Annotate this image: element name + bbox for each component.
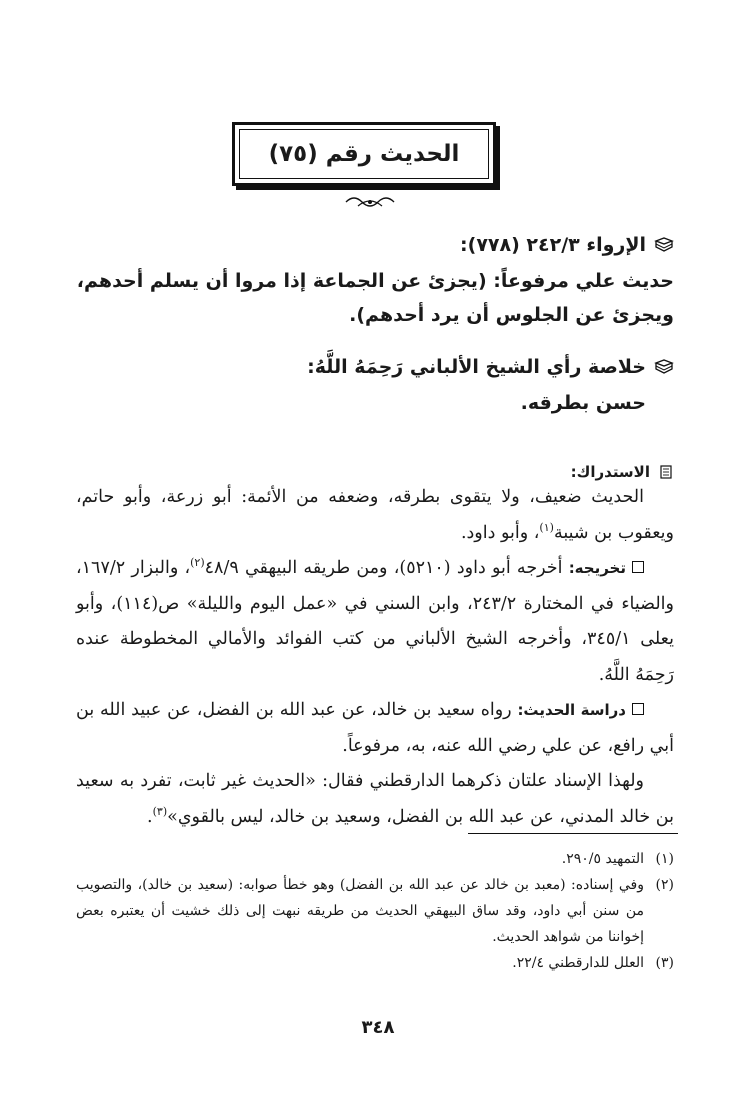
- illal-paragraph: [76, 764, 674, 835]
- footnote-number: (١): [655, 851, 674, 867]
- footnote-3: [76, 950, 674, 976]
- square-icon: [632, 703, 644, 715]
- dirasa-label: دراسة الحديث:: [517, 701, 626, 719]
- hadith-title-box: [232, 122, 496, 186]
- illal-end: .: [147, 806, 153, 827]
- ornament-icon: [344, 192, 396, 212]
- istidrak-p1-end: ، وأبو داود.: [460, 522, 540, 543]
- footnote-divider: [468, 833, 678, 834]
- footnote-ref-3: (٣): [152, 804, 168, 818]
- irwaa-line-1: حديث علي مرفوعاً: (يجزئ عن الجماعة إذا مروا أن يسلم أحدهم،: [76, 270, 674, 292]
- takhrij-label: تخريجه:: [568, 559, 626, 577]
- book-icon: [654, 359, 674, 375]
- takhrij-text-a: أخرجه أبو داود (٥٢١٠)، ومن طريقه البيهقي ٤٨/٩: [204, 558, 569, 578]
- footnote-text: التمهيد ٢٩٠/٥.: [561, 851, 644, 867]
- footnote-text: وفي إسناده: (معبد بن خالد عن عبد الله بن الفضل) وهو خطأ صوابه: (سعيد بن خالد)، والتصويب من سنن أبي داود، وقد ساق البيهقي الحديث من طريقه نبهت إلى ذلك خشيت أن يعتبره بعض إخواننا من شواهد الحديث.: [76, 877, 644, 945]
- hadith-title: الحديث رقم (٧٥): [268, 141, 460, 167]
- summary-heading-line: [76, 350, 674, 384]
- dirasa-text: رواه سعيد بن خالد، عن عبد الله بن الفضل، عن عبيد الله بن أبي رافع، عن علي رضي الله عنه، به، مرفوعاً.: [76, 700, 674, 756]
- footnotes: [76, 846, 674, 976]
- irwaa-line-2: ويجزئ عن الجلوس أن يرد أحدهم).: [349, 304, 674, 326]
- istidrak-heading: الاستدراك:: [570, 463, 650, 481]
- irwaa-heading-line: [76, 228, 674, 262]
- scroll-icon: [658, 464, 674, 480]
- summary-heading: خلاصة رأي الشيخ الألباني رَحِمَهُ اللَّهُ:: [307, 356, 646, 378]
- dirasa-paragraph: [76, 693, 674, 764]
- istidrak-body: [76, 480, 674, 835]
- square-icon: [632, 561, 644, 573]
- summary-text: حسن بطرقه.: [520, 392, 646, 414]
- takhrij-paragraph: [76, 551, 674, 693]
- takhrij-text-b: ، والبزار ١٦٧/٢، والضياء في المختارة ٢٤٣/٢، وابن السني في «عمل اليوم والليلة» ص(١١٤)، وأبو يعلى ٣٤٥/١، وأخرجه الشيخ الألباني من كتب الفوائد والأمالي المخطوطة عنده رَحِمَهُ اللَّهُ.: [76, 558, 674, 685]
- page-number: ٣٤٨: [361, 1017, 395, 1038]
- irwaa-section: [76, 228, 674, 332]
- footnote-number: (٣): [655, 955, 674, 971]
- istidrak-p1-text: الحديث ضعيف، ولا يتقوى بطرقه، وضعفه من الأئمة: أبو زرعة، وأبو حاتم، ويعقوب بن شيبة: [76, 487, 674, 543]
- illal-text: ولهذا الإسناد علتان ذكرهما الدارقطني فقال: «الحديث غير ثابت، تفرد به سعيد بن خالد المدني، عن عبد الله بن الفضل، وسعيد بن خالد، ليس بالقوي»: [76, 771, 674, 827]
- book-icon: [654, 237, 674, 253]
- footnote-number: (٢): [655, 877, 674, 893]
- footnote-ref-1: (١): [539, 520, 554, 534]
- footnote-ref-2: (٢): [190, 556, 205, 570]
- summary-section: [76, 350, 674, 422]
- footnote-2: [76, 872, 674, 950]
- istidrak-paragraph-1: [76, 480, 674, 551]
- irwaa-heading: الإرواء ٢٤٢/٣ (٧٧٨):: [460, 234, 646, 256]
- footnote-text: العلل للدارقطني ٢٢/٤.: [512, 955, 644, 971]
- footnote-1: [76, 846, 674, 872]
